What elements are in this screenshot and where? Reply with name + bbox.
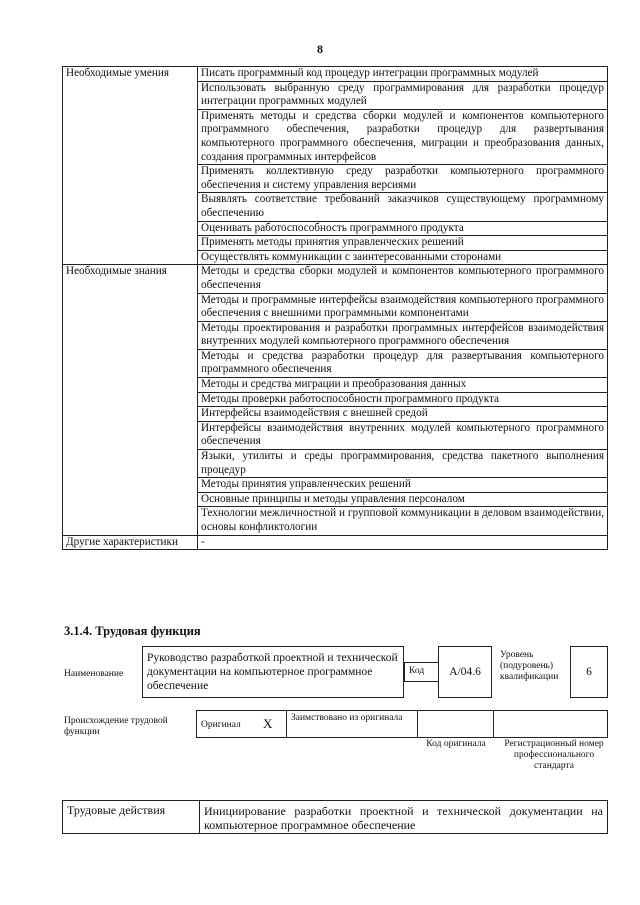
- page-number: 8: [317, 42, 323, 56]
- code-label: Код: [409, 666, 425, 676]
- code-value: А/04.6: [449, 666, 481, 678]
- row-group-label: Необходимые знания: [63, 265, 198, 535]
- original-label: Оригинал: [201, 720, 241, 730]
- row-group-label: Необходимые умения: [63, 67, 198, 265]
- table-cell: Методы и средства разработки процедур для развертывания компьютерного программного обеспечения: [198, 349, 608, 377]
- table-cell: Методы проектирования и разработки программных интерфейсов взаимодействия внутренних модулей компьютерного программного обеспечения: [198, 321, 608, 349]
- table-cell: Применять коллективную среду разработки компьютерного программного обеспечения и систему управления версиями: [198, 165, 608, 193]
- section-heading: 3.1.4. Трудовая функция: [64, 624, 201, 638]
- skills-knowledge-table: [62, 66, 608, 550]
- table-cell: Методы и средства сборки модулей и компонентов компьютерного программного обеспечения: [198, 265, 608, 293]
- level-label: Уровень (подуровень) квалификации: [500, 650, 559, 682]
- table-cell: Технологии межличностной и групповой коммуникации в деловом взаимодействии, основы конфликтологии: [198, 507, 608, 535]
- code-original-caption: Код оригинала: [426, 739, 486, 749]
- table-cell: Методы проверки работоспособности программного продукта: [198, 392, 608, 407]
- table-row: [63, 801, 608, 834]
- code-original-box: [418, 710, 494, 738]
- labor-actions-table: [62, 800, 608, 834]
- table-cell: Методы и программные интерфейсы взаимодействия компьютерного программного обеспечения с внешними программными компонентами: [198, 293, 608, 321]
- table-cell: Методы и средства миграции и преобразования данных: [198, 378, 608, 393]
- table-cell: Писать программный код процедур интеграции программных модулей: [198, 67, 608, 82]
- reg-number-caption: Регистрационный номер профессионального стандарта: [504, 739, 604, 771]
- original-box: [196, 710, 286, 738]
- borrowed-label: Заимствовано из оригинала: [291, 713, 403, 723]
- table-cell: Осуществлять коммуникации с заинтересованными сторонами: [198, 250, 608, 265]
- code-value-box: [438, 646, 492, 698]
- table-cell: Языки, утилиты и среды программирования, средства пакетного выполнения процедур: [198, 450, 608, 478]
- table-cell: Использовать выбранную среду программирования для разработки процедур интеграции программных модулей: [198, 81, 608, 109]
- code-label-box: [404, 662, 438, 682]
- level-value-box: [570, 646, 608, 698]
- level-value: 6: [586, 666, 592, 678]
- table-cell: Основные принципы и методы управления персоналом: [198, 492, 608, 507]
- table-row: [63, 265, 608, 293]
- table-row: [63, 535, 608, 550]
- table-cell: Методы принятия управленческих решений: [198, 478, 608, 493]
- table-cell: Выявлять соответствие требований заказчиков существующему программному обеспечению: [198, 193, 608, 221]
- labor-actions-value: Инициирование разработки проектной и технической документации на компьютерное программное обеспечение: [200, 801, 608, 834]
- table-cell: Применять методы принятия управленческих решений: [198, 236, 608, 251]
- table-cell: -: [198, 535, 608, 550]
- reg-number-box: [494, 710, 608, 738]
- labor-actions-label: Трудовые действия: [63, 801, 200, 834]
- table-cell: Оценивать работоспособность программного продукта: [198, 221, 608, 236]
- function-name-box: [142, 646, 404, 698]
- name-label: Наименование: [64, 669, 124, 679]
- row-group-label: Другие характеристики: [63, 535, 198, 550]
- table-cell: Применять методы и средства сборки модулей и компонентов компьютерного программного обеспечения, разработки процедур для развертывания компьютерного программного обеспечения, миграции и преобразования данных, создания программных интерфейсов: [198, 109, 608, 164]
- original-mark: X: [263, 716, 273, 731]
- table-cell: Интерфейсы взаимодействия с внешней средой: [198, 407, 608, 422]
- borrowed-box: [286, 710, 418, 738]
- function-name-value: Руководство разработкой проектной и технической документации на компьютерное программное обеспечение: [147, 652, 398, 692]
- origin-label: Происхождение трудовой функции: [64, 716, 168, 737]
- table-row: [63, 67, 608, 82]
- table-cell: Интерфейсы взаимодействия внутренних модулей компьютерного программного обеспечения: [198, 421, 608, 449]
